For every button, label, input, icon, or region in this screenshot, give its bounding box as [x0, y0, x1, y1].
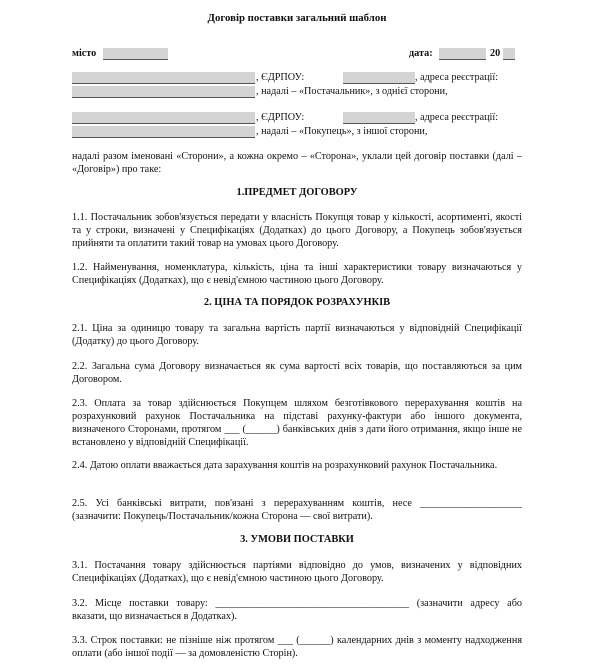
- clause-3-2: 3.2. Місце поставки товару: ______________________________________ (зазначити адресу або вказати, що визначається в Додатках).: [72, 598, 522, 622]
- year-field[interactable]: [503, 48, 515, 60]
- document-title: Договір поставки загальний шаблон: [207, 12, 387, 24]
- clause-2-1: 2.1. Ціна за одиницю товару та загальна вартість партії визначаються у відповідній Специфікації (Додатку) до цього Договору.: [72, 323, 522, 347]
- clause-3-3: 3.3. Строк поставки: не пізніше ніж протягом ___ (______) календарних днів з моменту надходження оплати (або іншої події — за домовленістю Сторін).: [72, 635, 522, 659]
- supplier-edrpou-field[interactable]: [343, 72, 415, 84]
- buyer-address-field[interactable]: [72, 126, 255, 138]
- clause-2-2: 2.2. Загальна сума Договору визначається як сума вартості всіх товарів, що поставляються за цим Договором.: [72, 361, 522, 385]
- city-field[interactable]: [103, 48, 168, 60]
- clause-2-3: 2.3. Оплата за товар здійснюється Покупцем шляхом безготівкового перерахування коштів на розрахунковий рахунок Постачальника на підставі рахунку-фактури або іншого документа, визначеного Сторонами, протягом ___ (______) банківських днів з дати його отримання, якщо інше не встановлено у відповідній Специфікації.: [72, 398, 522, 448]
- clause-2-5: 2.5. Усі банківські витрати, пов'язані з перерахуванням коштів, несе ____________________ (зазначити: Покупець/Постачальник/кожна Сторона — свої витрати).: [72, 498, 522, 522]
- date-field[interactable]: [439, 48, 486, 60]
- buyer-role-text: , надалі – «Покупець», з іншої сторони,: [256, 126, 428, 137]
- buyer-name-field[interactable]: [72, 112, 255, 124]
- buyer-address-label: , адреса реєстрації:: [415, 112, 499, 123]
- intro-paragraph: надалі разом іменовані «Сторони», а кожна окремо – «Сторона», уклали цей договір поставки (далі – «Договір») про таке:: [72, 151, 522, 175]
- date-label: дата:: [409, 48, 433, 59]
- year-prefix: 20: [490, 48, 501, 59]
- buyer-edrpou-field[interactable]: [343, 112, 415, 124]
- section-heading: 1.ПРЕДМЕТ ДОГОВОРУ: [236, 187, 358, 198]
- supplier-role-text: , надалі – «Постачальник», з однієї сторони,: [256, 86, 448, 97]
- buyer-edrpou-label: , ЄДРПОУ:: [256, 112, 305, 123]
- supplier-address-field[interactable]: [72, 86, 255, 98]
- clause-1-2: 1.2. Найменування, номенклатура, кількість, ціна та інші характеристики товару визначаються у Специфікаціях (Додатках), що є невід'ємною частиною цього Договору.: [72, 262, 522, 286]
- clause-2-4: 2.4. Датою оплати вважається дата зарахування коштів на розрахунковий рахунок Постачальника.: [72, 460, 498, 471]
- city-label: місто: [72, 48, 97, 59]
- clause-1-1: 1.1. Постачальник зобов'язується передати у власність Покупця товар у кількості, асортименті, якості та у строки, визначені у Специфікаціях (Додатках) до цього Договору, а Покупець зобов'язується прийняти та оплатити такий товар на умовах цього Договору.: [72, 212, 522, 249]
- section-heading: 3. УМОВИ ПОСТАВКИ: [240, 534, 354, 545]
- clause-3-1: 3.1. Постачання товару здійснюється партіями відповідно до умов, визначених у відповідних Специфікаціях (Додатках), що є невід'ємною частиною цього Договору.: [72, 560, 522, 584]
- supplier-address-label: , адреса реєстрації:: [415, 72, 499, 83]
- supplier-edrpou-label: , ЄДРПОУ:: [256, 72, 305, 83]
- section-heading: 2. ЦІНА ТА ПОРЯДОК РОЗРАХУНКІВ: [203, 297, 391, 308]
- supplier-name-field[interactable]: [72, 72, 255, 84]
